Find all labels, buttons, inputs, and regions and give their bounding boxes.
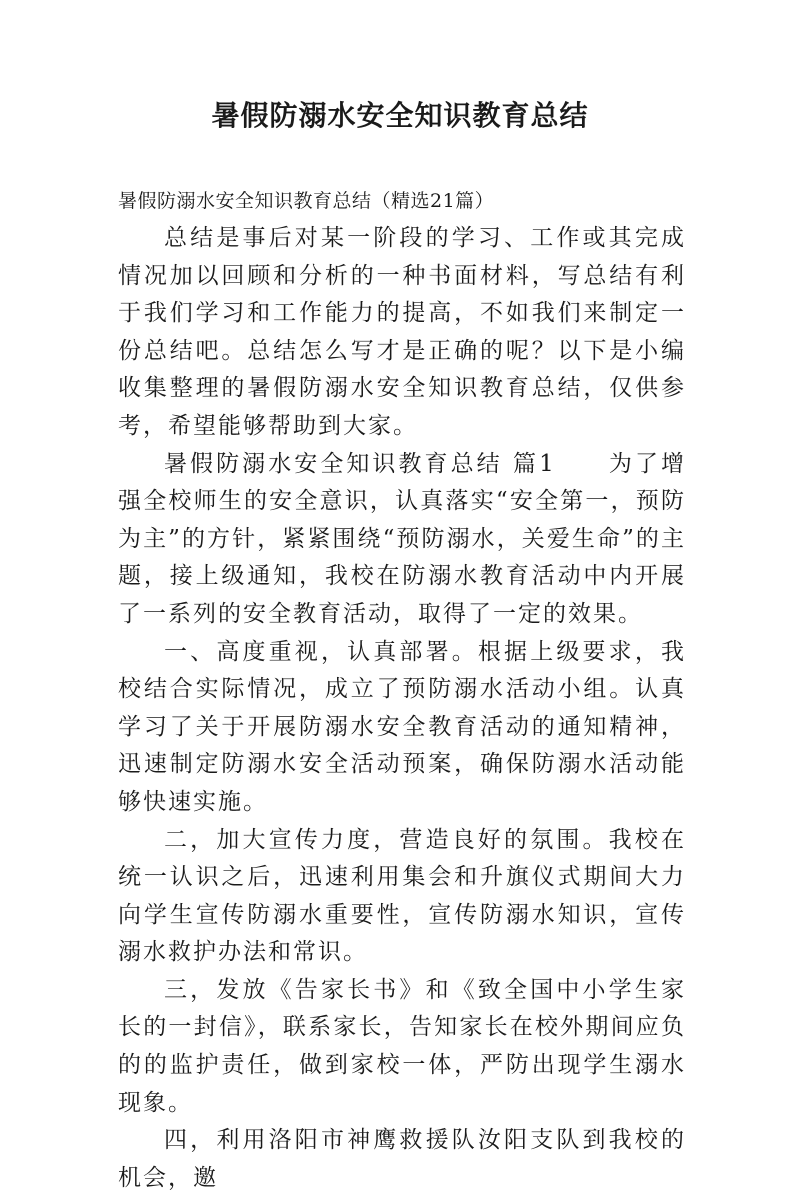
paragraph-point-3: 三，发放《告家长书》和《致全国中小学生家长的一封信》，联系家长，告知家长在校外期间应负的的监护责任，做到家校一体，严防出现学生溺水现象。 [118, 976, 686, 1116]
paragraph-article-1: 暑假防溺水安全知识教育总结 篇1 为了增强全校师生的安全意识，认真落实“安全第一，预防为主”的方针，紧紧围绕“预防溺水，关爱生命”的主题，接上级通知，我校在防溺水教育活动中内开展了一系列的安全教育活动，取得了一定的效果。 [118, 450, 686, 627]
paragraph-point-2: 二，加大宣传力度，营造良好的氛围。我校在统一认识之后，迅速利用集会和升旗仪式期间大力向学生宣传防溺水重要性，宣传防溺水知识，宣传溺水救护办法和常识。 [118, 826, 686, 966]
paragraph-intro: 总结是事后对某一阶段的学习、工作或其完成情况加以回顾和分析的一种书面材料，写总结有利于我们学习和工作能力的提高，不如我们来制定一份总结吧。总结怎么写才是正确的呢？以下是小编收集整理的暑假防溺水安全知识教育总结，仅供参考，希望能够帮助到大家。 [118, 225, 686, 439]
paragraph-point-1: 一、高度重视，认真部署。根据上级要求，我校结合实际情况，成立了预防溺水活动小组。认真学习了关于开展防溺水安全教育活动的通知精神，迅速制定防溺水安全活动预案，确保防溺水活动能够快速实施。 [118, 638, 686, 815]
document-title: 暑假防溺水安全知识教育总结 [211, 99, 589, 132]
document-body [118, 182, 686, 1197]
document-subtitle: 暑假防溺水安全知识教育总结（精选21篇） [118, 190, 495, 212]
paragraph-point-4: 四，利用洛阳市神鹰救援队汝阳支队到我校的机会，邀 [118, 1127, 686, 1191]
